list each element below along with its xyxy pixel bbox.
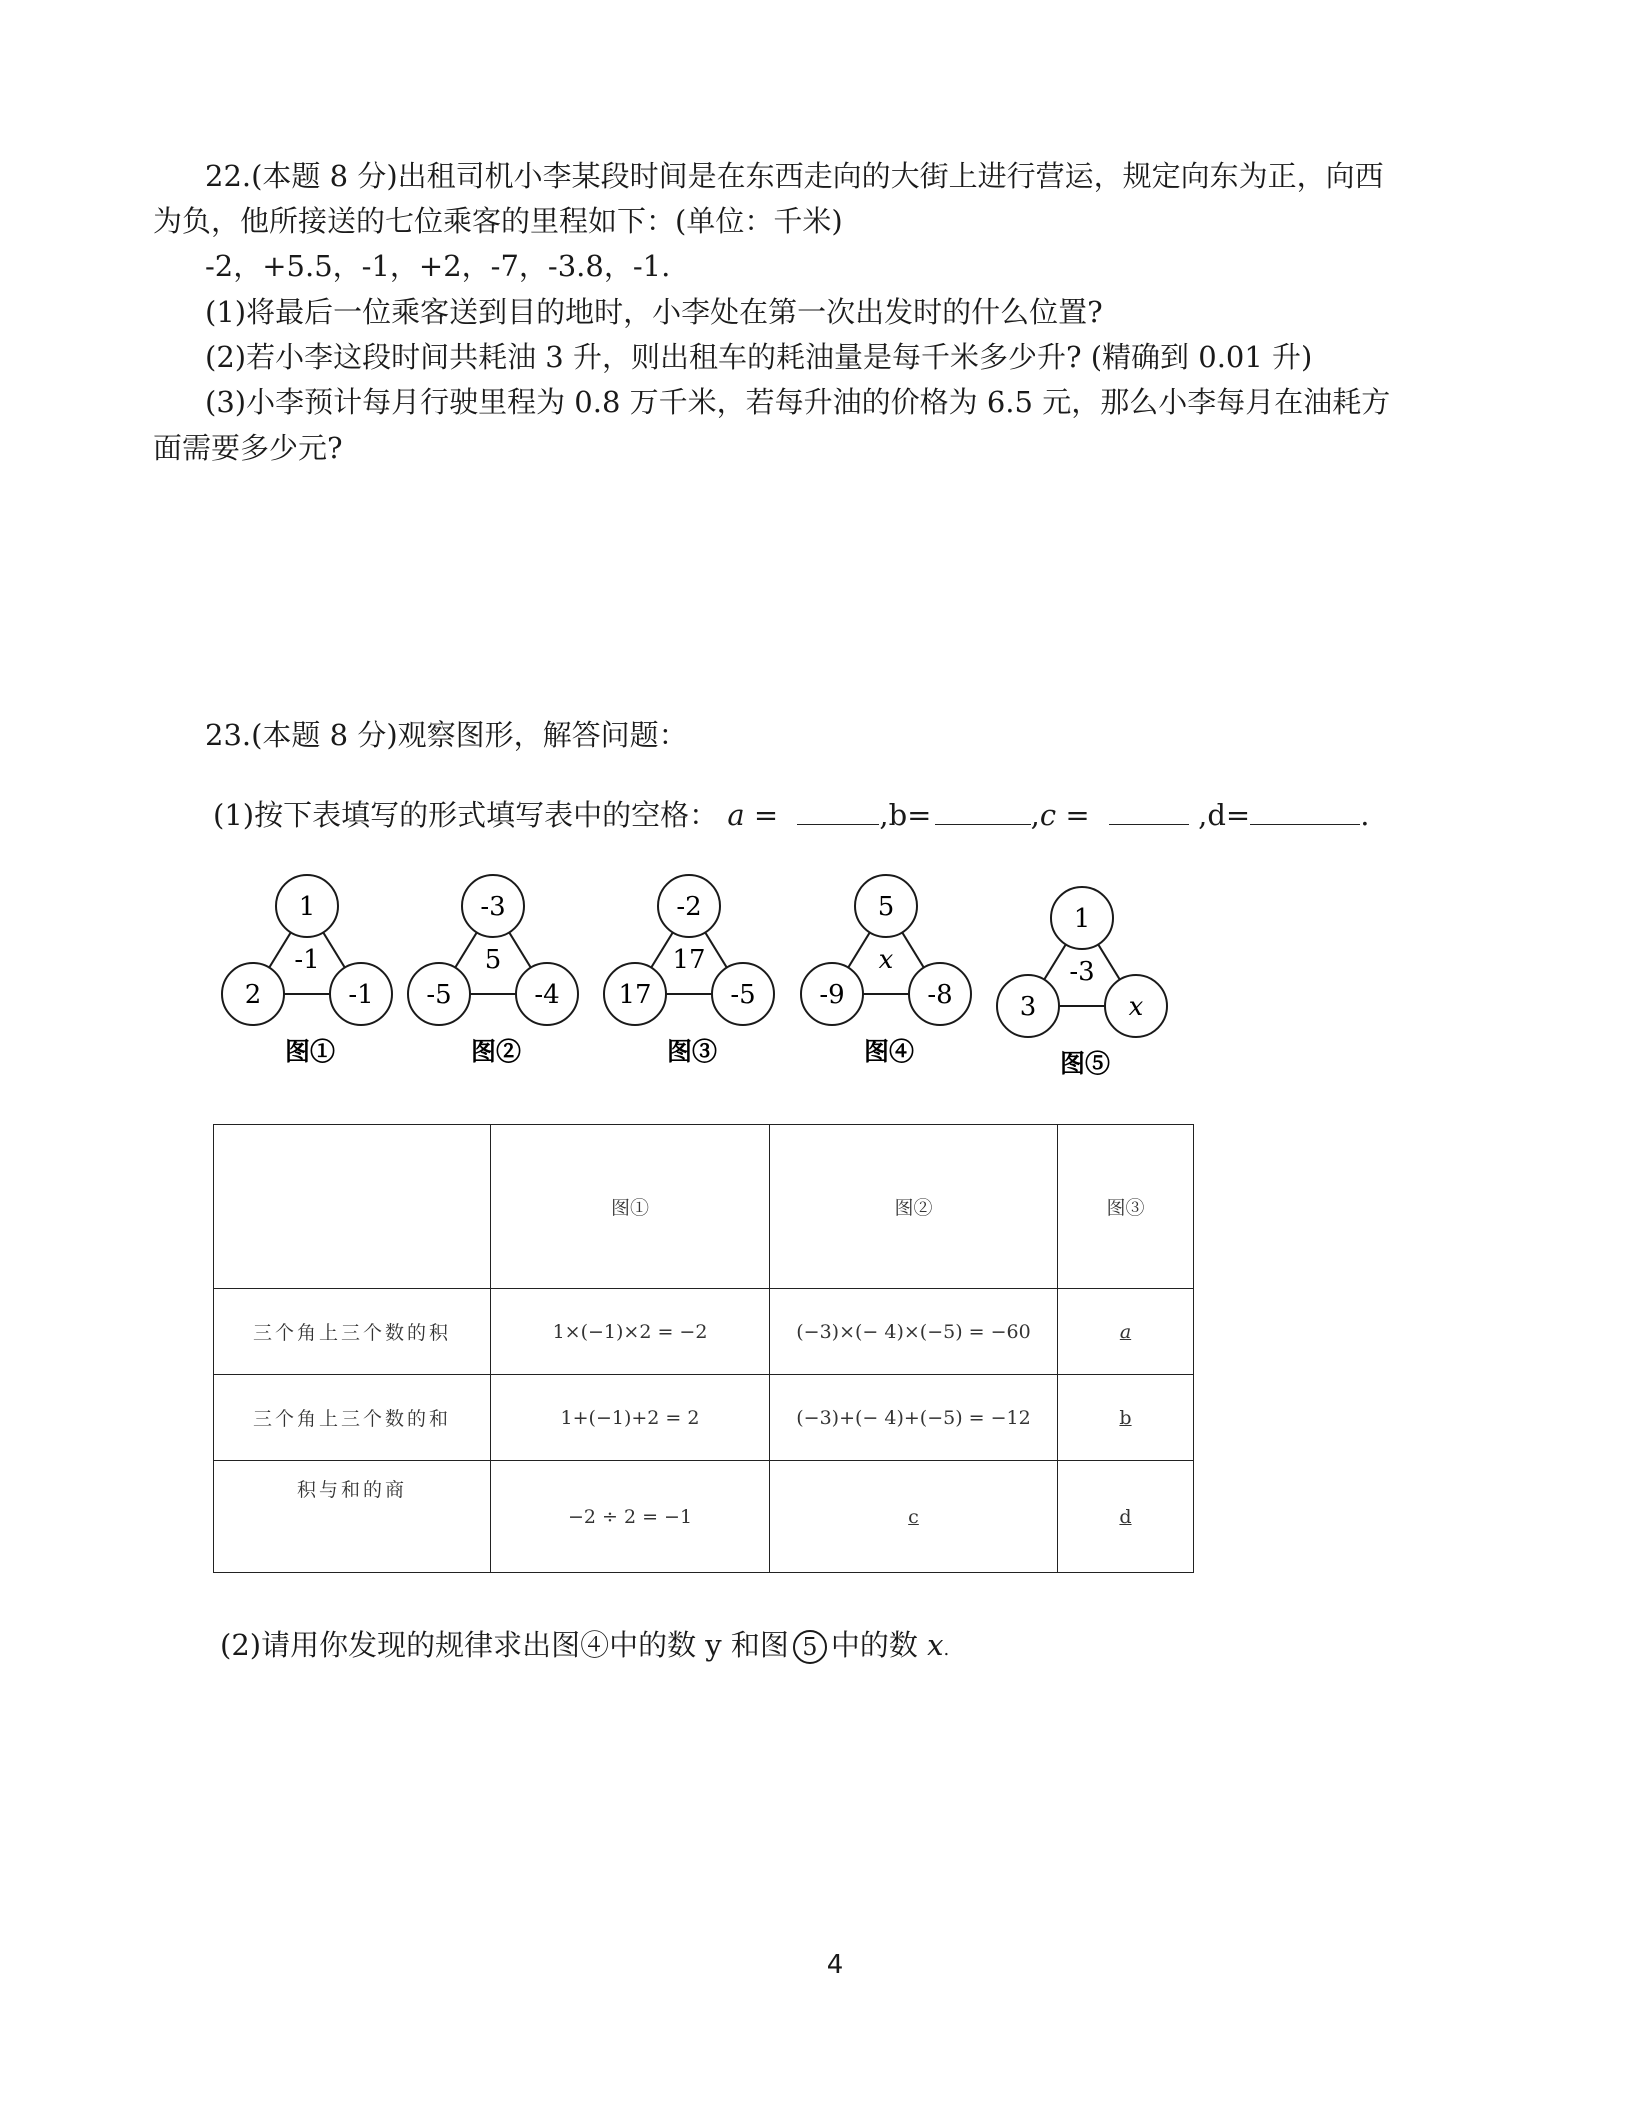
- comma-a: ,: [879, 798, 889, 832]
- q23-part-2-text-b: 中的数: [830, 1628, 918, 1662]
- comma-c: ,: [1198, 798, 1208, 832]
- q22-part-1: (1)将最后一位乘客送到目的地时，小李处在第一次出发时的什么位置?: [205, 295, 1103, 329]
- cell-product-fig1: 1×(−1)×2 = −2: [491, 1289, 770, 1375]
- table-header-empty: [214, 1125, 491, 1289]
- cell-quotient-fig2[interactable]: [770, 1461, 1058, 1573]
- table-row-quotient: [214, 1461, 1194, 1573]
- row-label-product: 三个角上三个数的积: [214, 1289, 491, 1375]
- q22-part-3b: 面需要多少元?: [153, 431, 343, 465]
- q23-part-2: [220, 1625, 949, 1670]
- corner-number-left: 17: [618, 980, 652, 1010]
- cell-quotient-fig3[interactable]: [1058, 1461, 1194, 1573]
- cell-quotient-fig1: −2 ÷ 2 = −1: [491, 1461, 770, 1573]
- triangle-edge: [902, 932, 924, 967]
- eq-a: =: [753, 798, 779, 832]
- triangle-figures: [220, 870, 1180, 1090]
- q23-part-1: [213, 795, 1369, 835]
- row-label-quotient: 积与和的商: [214, 1461, 491, 1573]
- answer-table: [213, 1124, 1194, 1573]
- cell-b-label: b: [1119, 1406, 1132, 1429]
- circled-five: 5: [793, 1630, 827, 1664]
- triangle-edge: [509, 932, 531, 967]
- triangle-figure-4: [801, 875, 971, 1066]
- blank-c-label: c: [1039, 798, 1057, 832]
- corner-number-right: x: [1128, 992, 1144, 1022]
- corner-number-left: 3: [1019, 992, 1037, 1022]
- figure-label: 图③: [666, 1037, 718, 1066]
- triangle-edge: [1044, 944, 1066, 979]
- cell-a-label: a: [1119, 1320, 1132, 1343]
- eq-c: =: [1065, 798, 1090, 832]
- blank-a[interactable]: [797, 796, 879, 825]
- q22-part-3a: (3)小李预计每月行驶里程为 0.8 万千米，若每升油的价格为 6.5 元，那么小李每月在油耗方: [205, 385, 1391, 419]
- cell-sum-fig3[interactable]: [1058, 1375, 1194, 1461]
- table-row-product: [214, 1289, 1194, 1375]
- blank-d-label: d=: [1207, 798, 1251, 832]
- cell-product-fig2: (−3)×(− 4)×(−5) = −60: [770, 1289, 1058, 1375]
- blank-b-label: b=: [888, 798, 932, 832]
- cell-c-label: c: [908, 1505, 919, 1528]
- q23-title: 23.(本题 8 分)观察图形，解答问题：: [205, 718, 688, 752]
- corner-number-top: 5: [877, 892, 895, 922]
- corner-number-left: -5: [426, 980, 452, 1010]
- q22-mileage: -2，+5.5，-1，+2，-7，-3.8，-1.: [205, 249, 671, 283]
- page-number: 4: [826, 1950, 844, 1980]
- center-number: -1: [294, 945, 320, 975]
- q23-part-2-text: (2)请用你发现的规律求出图④中的数 y 和图: [220, 1628, 789, 1662]
- corner-number-top: 1: [298, 892, 316, 922]
- triangle-figure-5: [997, 887, 1167, 1078]
- triangle-edge: [269, 932, 291, 967]
- cell-sum-fig1: 1+(−1)+2 = 2: [491, 1375, 770, 1461]
- comma-b: ,: [1030, 798, 1040, 832]
- corner-number-top: -3: [480, 892, 506, 922]
- table-header-fig2: 图②: [770, 1125, 1058, 1289]
- corner-number-top: -2: [676, 892, 702, 922]
- blank-a-label: a: [727, 798, 745, 832]
- center-number: 5: [484, 945, 502, 975]
- triangle-figure-2: [408, 875, 578, 1066]
- table-header-fig3: 图③: [1058, 1125, 1194, 1289]
- q22-part-2: (2)若小李这段时间共耗油 3 升，则出租车的耗油量是每千米多少升? (精确到 0.01 升): [205, 340, 1313, 374]
- q23-part-2-end: .: [943, 1639, 950, 1660]
- row-label-sum: 三个角上三个数的和: [214, 1375, 491, 1461]
- corner-number-left: 2: [244, 980, 262, 1010]
- figure-label: 图⑤: [1059, 1049, 1111, 1078]
- triangle-figure-3: [604, 875, 774, 1066]
- q22-line-2: 为负，他所接送的七位乘客的里程如下：(单位：千米): [153, 204, 843, 238]
- period-d: .: [1360, 798, 1370, 832]
- corner-number-left: -9: [819, 980, 845, 1010]
- corner-number-right: -8: [927, 980, 953, 1010]
- triangle-figure-1: [222, 875, 392, 1066]
- center-number: 17: [672, 945, 706, 975]
- blank-c[interactable]: [1109, 796, 1189, 825]
- figures-svg: [220, 870, 1180, 1090]
- triangle-edge: [323, 932, 345, 967]
- figure-label: 图①: [284, 1037, 336, 1066]
- cell-product-fig3[interactable]: [1058, 1289, 1194, 1375]
- triangle-edge: [455, 932, 477, 967]
- cell-sum-fig2: (−3)+(− 4)+(−5) = −12: [770, 1375, 1058, 1461]
- center-number: x: [878, 945, 894, 975]
- figure-label: 图④: [863, 1037, 915, 1066]
- triangle-edge: [705, 932, 727, 967]
- triangle-edge: [651, 932, 673, 967]
- corner-number-right: -4: [534, 980, 560, 1010]
- table-row-sum: [214, 1375, 1194, 1461]
- triangle-edge: [1098, 944, 1120, 979]
- corner-number-right: -5: [730, 980, 756, 1010]
- blank-d[interactable]: [1250, 796, 1360, 825]
- q23-part-1-prefix: (1)按下表填写的形式填写表中的空格：: [213, 798, 719, 832]
- table-header-row: [214, 1125, 1194, 1289]
- center-number: -3: [1069, 957, 1095, 987]
- q22-line-1: 22.(本题 8 分)出租司机小李某段时间是在东西走向的大街上进行营运，规定向东为正，向西: [205, 159, 1384, 193]
- cell-d-label: d: [1119, 1505, 1132, 1528]
- q23-part-2-x: x: [927, 1628, 944, 1662]
- corner-number-right: -1: [348, 980, 374, 1010]
- blank-b[interactable]: [935, 796, 1031, 825]
- triangle-edge: [848, 932, 870, 967]
- table-header-fig1: 图①: [491, 1125, 770, 1289]
- corner-number-top: 1: [1073, 904, 1091, 934]
- figure-label: 图②: [470, 1037, 522, 1066]
